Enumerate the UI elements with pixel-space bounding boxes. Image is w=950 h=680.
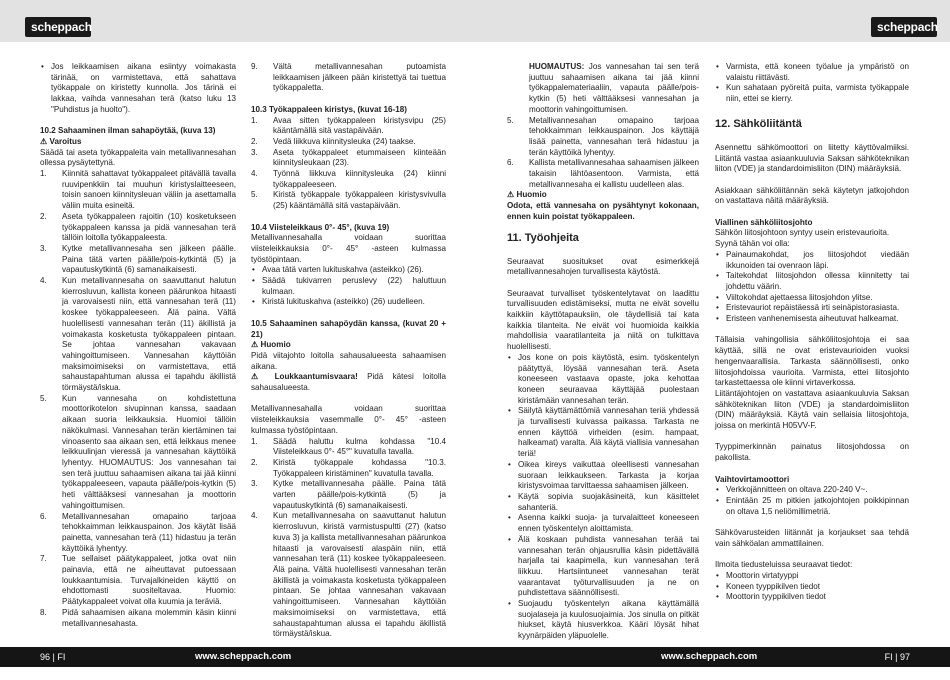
brand-logo-right: scheppach xyxy=(871,17,937,37)
list-item: • Jos leikkaamisen aikana esiintyy voimakasta tärinää, on varmistettava, että sahattava työkappale on kiristetty kunnolla. Jos tärinä ei lakkaa, vaihda vannesahan terä (katso luku 13 "Puhdistus ja huolto"). xyxy=(40,62,236,116)
paragraph: Asennettu sähkömoottori on liitetty käyttövalmiiksi. Liitäntä vastaa asiaankuuluvia Saksan sähköteknikan liiton (VDE) ja standardoimisliiton (DIN) määräyksiä. xyxy=(715,142,909,174)
paragraph: Odota, että vannesaha on pysähtynyt kokonaan, ennen kuin poistat työkappaleen. xyxy=(507,201,699,221)
paragraph: Ilmoita tiedusteluissa seuraavat tiedot: xyxy=(715,560,853,570)
sub-heading: Vaihtovirtamoottori xyxy=(715,474,790,484)
list-item: 3. Kytke metallivannesaha päälle. Paina tätä varten päälle/pois-kytkintä (5) ja vapautuskytkintä (6) samanaikaisesti. xyxy=(251,479,446,510)
website-link-right[interactable]: www.scheppach.com xyxy=(661,651,758,662)
header-bar xyxy=(0,0,950,42)
list-item: • Älä koskaan puhdista vannesahan terää tai vannesahan terän ohjausrullia käsin pidettävällä harjalla tai kaapimella, kun vannesahan terä liikkuu. Hartsiintuneet vannesahan terät vaarantavat työturvallisuuden ja ne on puhdistettava säännöllisesti. xyxy=(507,535,699,599)
list-item: • Avaa tätä varten lukituskahva (asteikko) (26). xyxy=(251,265,446,276)
warning-heading: ⚠ Varoitus xyxy=(40,137,236,148)
section-heading: 10.4 Viisteleikkaus 0°- 45°, (kuva 19) xyxy=(251,222,390,232)
list-item: • Taitekohdat liitosjohdon ollessa kiinnitetty tai johdettu väärin. xyxy=(715,271,909,292)
list-item: • Suojaudu työskentelyn aikana käyttämällä suojalaseja ja kuulosuojaimia. Jos sinulla on pitkät hiukset, käytä hiusverkkoa. Kääri löysät hihat kyynärpäiden yläpuolelle. xyxy=(507,599,699,642)
column-1 xyxy=(40,62,236,629)
list-item: 3. Kytke metallivannesaha sen jälkeen päälle. Paina tätä varten päälle/pois-kytkintä (5) ja vapautuskytkintä (6) samanaikaisesti. xyxy=(40,243,236,275)
list-item: 9. Vältä metallivannesahan putoamista leikkaamisen jälkeen pään kiristettyä tai tuettua työkappaletta. xyxy=(251,62,446,93)
list-item: • Moottorin virtatyyppi xyxy=(715,571,909,582)
section-heading: 10.2 Sahaaminen ilman sahapöytää, (kuva 13) xyxy=(40,126,216,136)
list-item: 2. Aseta työkappaleen rajoitin (10) kosketukseen työkappaleen kanssa ja pidä vannesahan terä tällöin loitolla työkappaleesta. xyxy=(40,211,236,243)
paragraph: Säädä tai aseta työkappaleita vain metallivannesahan ollessa pysäytettynä. xyxy=(40,147,236,168)
paragraph: Seuraavat suositukset ovat esimerkkejä metallivannesahojen turvallisesta käytöstä. xyxy=(507,256,699,277)
section-heading: 10.3 Työkappaleen kiristys, (kuvat 16-18) xyxy=(251,104,407,114)
list-item: • Moottorin tyyppikilven tiedot xyxy=(715,592,909,603)
list-item: 5. Metallivannesahan omapaino tarjoaa tehokkaimman leikkauspainon. Jos käyttäjä lisää painetta, vannesahan terä hidastuu ja terän käyttöikä lyhentyy. xyxy=(507,115,699,157)
caution-heading: ⚠ Huomio xyxy=(507,190,699,201)
paragraph: HUOMAUTUS: Jos vannesahan tai sen terä juuttuu sahaamisen aikana tai jää kiinni työkappalemateriaaliin, vapauta päälle/pois-kytkin (5) heti välttääksesi vannesahan ja moottorin vahingoittumisen. xyxy=(529,62,699,114)
caution-heading: ⚠ Huomio xyxy=(251,340,446,351)
page-number-left: 96 | FI xyxy=(40,652,66,662)
list-item: • Oikea kireys vaikuttaa oleellisesti vannesahan suoraan leikkaukseen. Tarkasta ja korjaa kiristysvoimaa tarvittaessa sahaamisen jälkeen. xyxy=(507,460,699,492)
list-item: 3. Aseta työkappaleet etummaiseen kiinteään kiinnitysleukaan (23). xyxy=(251,147,446,168)
list-item: • Koneen tyyppikilven tiedot xyxy=(715,582,909,593)
column-4 xyxy=(715,62,909,603)
injury-warning-label: ⚠ Loukkaantumisvaara! xyxy=(251,372,358,381)
paragraph: Asiakkaan sähköliitännän sekä käytetyn jatkojohdon on vastattava näitä määräyksiä. xyxy=(715,185,909,206)
list-item: 4. Kun metallivannesaha on saavuttanut halutun kierrosluvun, kallista koneen päärunkoa hitaasti ja varovaisesti niin, että vannesahan terä (11) koskee työkappaleeseen. Älä paina. Vältä huolellisesti vannesahan terän (11) äkillistä ja voimakasta kosketusta työkappaleen pintaan. Se johtaa vannesahan vakavaan vahingoittumiseen. Vannesahan käyttöiän maksimoimiseksi on varmistettava, että sahaustapahtuman alussa ei tapahdu äkillistä törmäystä/iskua. xyxy=(40,276,236,393)
list-item: • Säilytä käyttämättömiä vannesahan teriä yhdessä ja turvallisesti kuivassa paikassa. Tarkasta ne ennen käyttöä virheiden (esim. hampaat, halkeamat) varalta. Älä käytä viallisia vannesahan teriä! xyxy=(507,406,699,460)
paragraph: Metallivannesahalla voidaan suorittaa viisteleikkauksia vasemmalle 0°- 45° -asteen kulmassa työstöpintaan. xyxy=(251,404,446,435)
list-item: 5. Kiristä työkappale työkappaleen kiristysvivulla (25) kääntämällä sitä vastapäivään. xyxy=(251,190,446,211)
list-item: 2. Kiristä työkappale kohdassa "10.3. Työkappaleen kiristäminen" kuvatulla tavalla. xyxy=(251,457,446,478)
list-item: 1. Avaa sitten työkappaleen kiristysvipu (25) kääntämällä sitä vastapäivään. xyxy=(251,115,446,136)
list-item: • Kiristä lukituskahva (asteikko) (26) uudelleen. xyxy=(251,297,446,308)
list-item: 4. Työnnä liikkuva kiinnitysleuka (24) kiinni työkappaleeseen. xyxy=(251,169,446,189)
list-item: • Verkkojännitteen on oltava 220-240 V~. xyxy=(715,485,909,496)
list-item: • Eristeen vanhenemisesta aiheutuvat halkeamat. xyxy=(715,314,909,325)
list-item: 2. Vedä liikkuva kiinnitysleuka (24) taakse. xyxy=(251,136,416,146)
brand-logo-left: scheppach xyxy=(25,17,91,37)
list-item: • Käytä sopivia suojakäsineitä, kun käsittelet sahanteriä. xyxy=(507,492,699,513)
column-2 xyxy=(251,62,446,640)
list-item: 6. Kallista metallivannesahaa sahaamisen jälkeen takaisin lähtöasentoon. Varmista, että metallivannesaha ei kallistu uudelleen alas. xyxy=(507,158,699,189)
website-link-left[interactable]: www.scheppach.com xyxy=(195,651,292,662)
list-item: • Eristevauriot repäistäessä irti seinäpistorasiasta. xyxy=(715,303,909,314)
list-item: • Enintään 25 m pitkien jatkojohtojen poikkipinnan on oltava 1,5 neliömillimetriä. xyxy=(715,496,909,517)
section-heading: 11. Työohjeita xyxy=(507,231,579,244)
paragraph: Pidä viitajohto loitolla sahausalueesta sahaamisen aikana. xyxy=(251,350,446,371)
list-item: • Viiltokohdat ajettaessa liitosjohdon ylitse. xyxy=(715,293,909,304)
section-heading: 12. Sähköliitäntä xyxy=(715,117,802,130)
list-item: • Säädä tukivarren peruslevy (22) haluttuun kulmaan. xyxy=(251,276,446,297)
paragraph: Sähkön liitosjohtoon syntyy usein eristevaurioita. xyxy=(715,228,890,238)
paragraph: Metallivannesahalla voidaan suorittaa viisteleikkauksia 0°- 45° -asteen kulmassa työstöpintaan. xyxy=(251,233,446,264)
list-item: • Varmista, että koneen työalue ja ympäristö on valaistu riittävästi. xyxy=(715,62,909,83)
page-number-right: FI | 97 xyxy=(884,652,910,662)
paragraph: Sähkövarusteiden liitännät ja korjaukset saa tehdä vain sähköalan ammattilainen. xyxy=(715,528,909,548)
list-item: • Asenna kaikki suoja- ja turvalaitteet koneeseen ennen työskentelyn aloittamista. xyxy=(507,513,699,534)
paragraph: Tyyppimerkinnän painatus liitosjohdossa on pakollista. xyxy=(715,442,909,463)
list-item: 1. Kiinnitä sahattavat työkappaleet pitävällä tavalla ruuvipenkkiin tai muuhun kiristyslaitteeseen, toisin sanoen kiinnitysleuan väliin ja asettamalla väliin muita esineitä. xyxy=(40,169,236,211)
list-item: 7. Tue sellaiset päätykappaleet, jotka ovat niin painavia, että ne aiheuttavat putoessaan loukkaantumisia. Turvajalkineiden käyttö on ehdottomasti suositeltavaa. Huomio: Päätykappaleet voivat olla kuumia ja teräviä. xyxy=(40,554,236,607)
paragraph: Tällaisia vahingollisia sähköliitosjohtoja ei saa käyttää, sillä ne ovat eristevaurioiden vuoksi hengenvaarallisia. Tarkasta säännöllisesti, onko liitosjohdoissa vaurioita. Varmista, ettei liitosjohto tarkastettaessa ole kiinni virtaverkossa. xyxy=(715,335,909,388)
paragraph: Seuraavat turvalliset työskentelytavat on laadittu turvallisuuden edistämiseksi, mutta ne eivät sovellu kaikkiin käyttötapauksiin, ole täydellisiä tai kata kaikkia tilanteita. Ne eivät voi huomioida kaikkia mahdollisia vaaratilanteita ja niitä on tulkittava huolellisesti. xyxy=(507,288,699,352)
list-item: 1. Säädä haluttu kulma kohdassa "10.4 Viisteleikkaus 0°- 45°" kuvatulla tavalla. xyxy=(251,436,446,457)
footer-bar xyxy=(0,647,950,667)
column-3 xyxy=(507,62,699,642)
list-item: 6. Metallivannesahan omapaino tarjoaa tehokkaimman leikkauspainon. Jos käytät lisää painetta, vannesahan terä (11) hidastuu ja terän käyttöikä lyhentyy. xyxy=(40,511,236,553)
list-item: • Kun sahataan pyöreitä puita, varmista työkappale niin, ettei se kierry. xyxy=(715,83,909,104)
sub-heading: Viallinen sähköliitosjohto xyxy=(715,217,813,227)
list-item: 4. Kun metallivannesaha on saavuttanut halutun kierrosluvun, kiristä varmistuspultti (27) (katso kuva 3) ja kallista metallivannesahan päärunkoa hitaasti ja varovaisesti alaspäin niin, että vannesahan terä (11) koskee työkappaleeseen. Älä paina. Vältä huolellisesti vannesahan terän äkillistä ja voimakasta kosketusta työkappaleen pintaan. Se johtaa vannesahan vakavaan vahingoittumiseen. Vannesahan käyttöiän maksimoimiseksi on varmistettava, että sahaustapahtuman alussa ei tapahdu äkillistä törmäystä/iskua. xyxy=(251,511,446,639)
section-heading: 10.5 Sahaaminen sahapöydän kanssa, (kuvat 20 + 21) xyxy=(251,318,446,339)
paragraph: Syynä tähän voi olla: xyxy=(715,239,790,249)
list-item: • Painaumakohdat, jos liitosjohdot viedään ikkunoiden tai ovenraon läpi. xyxy=(715,250,909,271)
list-item: • Jos kone on pois käytöstä, esim. työskentelyn päätyttyä, löysää vannesahan terä. Aseta koneeseen vastaava opaste, joka kehottaa koneen seuraavaa käyttäjää puolestaan kiristämään vannesahan terän. xyxy=(507,353,699,407)
list-item: 5. Kun vannesaha on kohdistettuna moottorikotelon sivupinnan kanssa, saadaan aikaan suoria leikkauksia. Huomioi tällöin näkökulmasi. Vannesahan terän kiertäminen tai vinoasento saa aikaan sen, että leikkaus menee leikkuulinjan vieressä ja vannesahan käyttöikä lyhentyy. HUOMAUTUS: Jos vannesahan tai sen terä juuttuu sahaamisen aikana tai jää kiinni työkappaleeseen, vapauta päälle/pois-kytkin (5) heti välttääksesi vannesahan ja moottorin vahingoittumisen. xyxy=(40,393,236,510)
paragraph: ⚠ Loukkaantumisvaara! Pidä kätesi loitolla sahausalueesta. xyxy=(251,372,446,393)
list-item: 8. Pidä sahaamisen aikana molemmin käsin kiinni metallivannesahasta. xyxy=(40,607,236,628)
paragraph: Liitäntäjohtojen on vastattava asiaankuuluvia Saksan sähköteknikan liiton (VDE) ja standardoimisliiton (DIN) määräyksiä. Käytä vain sellaisia liitosjohtoja, joissa on merkintä H05VV-F. xyxy=(715,388,909,431)
